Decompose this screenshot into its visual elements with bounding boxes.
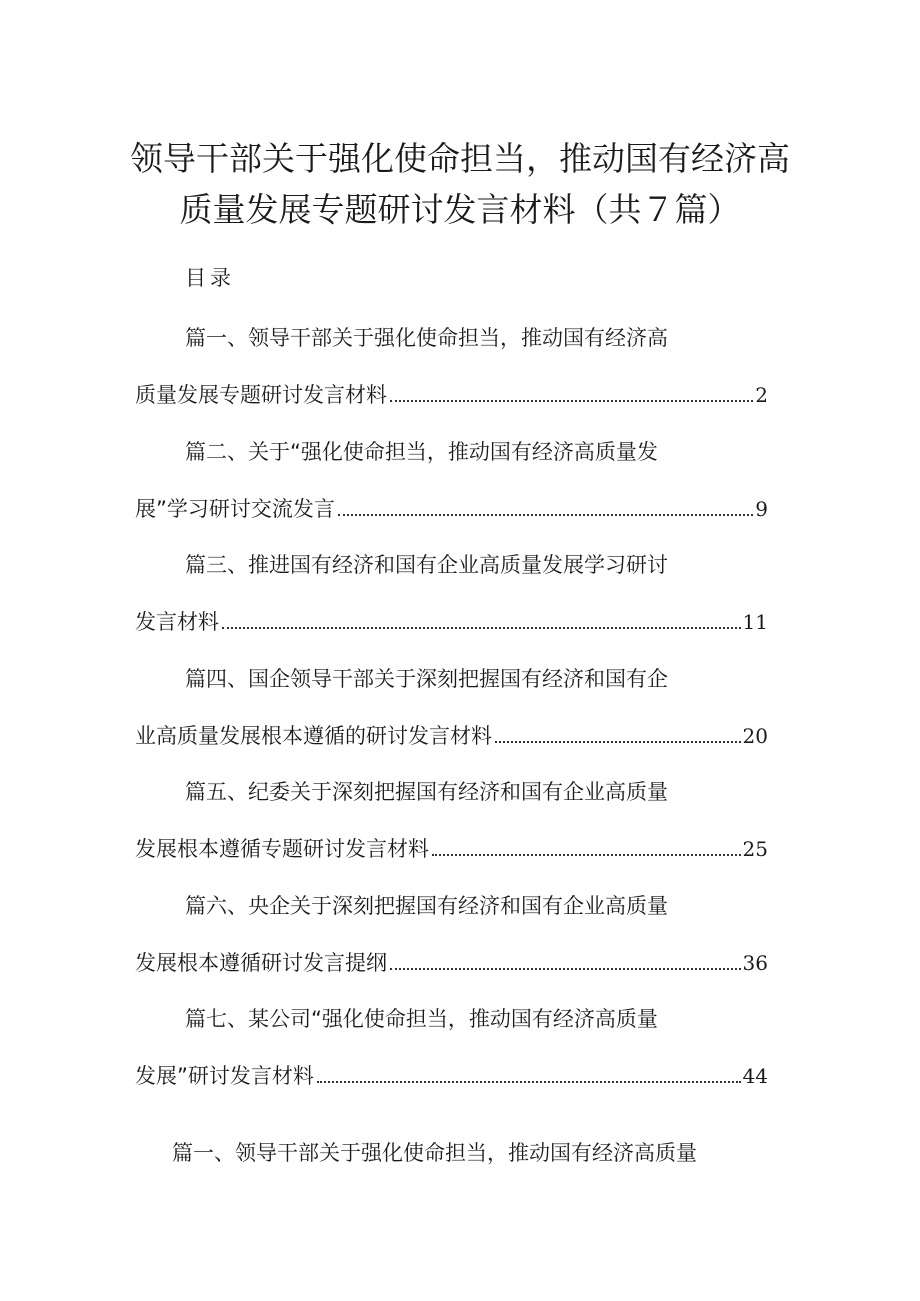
dot-leader xyxy=(317,1080,741,1083)
toc-entry-continuation[interactable] xyxy=(135,947,768,977)
toc-page-number: 11 xyxy=(742,610,768,634)
toc-entry-title[interactable]: 篇五、纪委关于深刻把握国有经济和国有企业高质量 xyxy=(185,780,668,804)
toc-entry-continuation[interactable] xyxy=(135,493,768,523)
toc-page-number: 36 xyxy=(742,950,768,975)
toc-entry-title[interactable]: 篇一、领导干部关于强化使命担当，推动国有经济高 xyxy=(185,326,668,350)
toc-entry-continuation[interactable] xyxy=(135,720,768,750)
title-line-1: 领导干部关于强化使命担当，推动国有经济高 xyxy=(130,139,790,178)
toc-page-number: 20 xyxy=(742,723,768,748)
toc-heading: 目录 xyxy=(185,266,235,290)
toc-entry-title[interactable]: 篇七、某公司“强化使命担当，推动国有经济高质量 xyxy=(185,1007,658,1031)
toc-entry-title-continued: 发展根本遵循研讨发言提纲 xyxy=(135,950,387,975)
toc-entry-title[interactable]: 篇三、推进国有经济和国有企业高质量发展学习研讨 xyxy=(185,553,668,577)
document-title xyxy=(100,133,820,235)
toc-page-number: 2 xyxy=(755,383,768,407)
toc-entry-title-continued: 质量发展专题研讨发言材料 xyxy=(135,383,387,407)
toc-entry-continuation[interactable] xyxy=(135,833,768,863)
toc-entry-title[interactable]: 篇六、央企关于深刻把握国有经济和国有企业高质量 xyxy=(185,893,668,918)
toc-entry-title[interactable]: 篇四、国企领导干部关于深刻把握国有经济和国有企 xyxy=(185,666,668,691)
toc-entry-title[interactable]: 篇二、关于“强化使命担当，推动国有经济高质量发 xyxy=(185,439,658,464)
toc-entry-title-continued: 发展”研讨发言材料 xyxy=(135,1064,314,1088)
dot-leader xyxy=(390,967,741,970)
toc-entry-continuation[interactable] xyxy=(135,379,768,409)
toc-entry-continuation[interactable] xyxy=(135,1060,768,1090)
dot-leader xyxy=(495,740,741,743)
toc-entry-title-continued: 业高质量发展根本遵循的研讨发言材料 xyxy=(135,723,492,748)
title-line-2: 质量发展专题研讨发言材料（共７篇） xyxy=(179,190,741,229)
toc-entry-title-continued: 发展根本遵循专题研讨发言材料 xyxy=(135,837,429,861)
toc-page-number: 25 xyxy=(742,837,768,861)
dot-leader xyxy=(432,853,741,856)
dot-leader xyxy=(338,513,753,516)
toc-page-number: 9 xyxy=(755,496,768,521)
toc-entry-title-continued: 展”学习研讨交流发言 xyxy=(135,496,335,521)
dot-leader xyxy=(222,626,741,629)
toc-entry-title-continued: 发言材料 xyxy=(135,610,219,634)
dot-leader xyxy=(390,399,753,402)
section-heading: 篇一、领导干部关于强化使命担当，推动国有经济高质量 xyxy=(172,1141,697,1165)
toc-entry-continuation[interactable] xyxy=(135,606,768,636)
toc-page-number: 44 xyxy=(742,1064,768,1088)
